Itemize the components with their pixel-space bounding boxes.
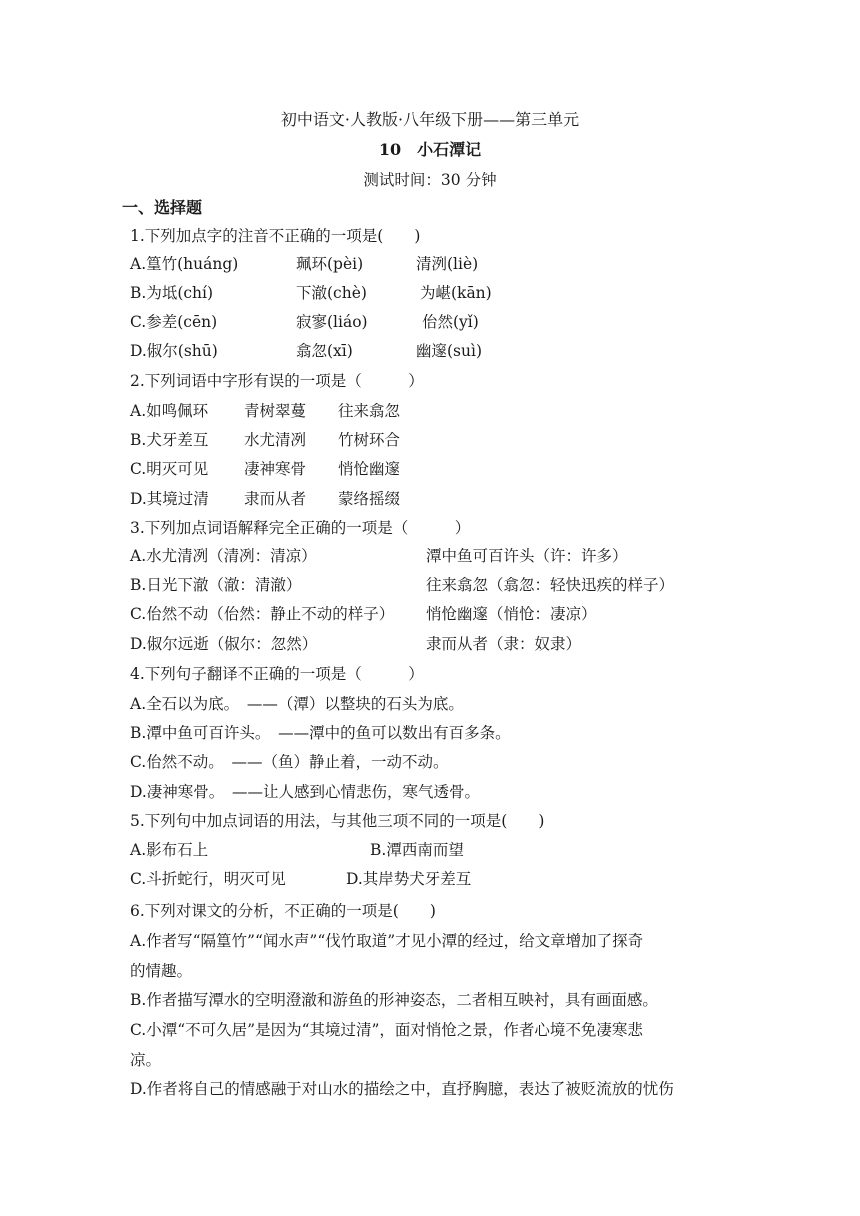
q3-option-b-2: 往来翕忽（翕忽：轻快迅疾的样子） bbox=[426, 576, 675, 594]
lesson-title: 10 小石潭记 bbox=[378, 140, 482, 159]
q3-stem: 3.下列加点词语解释完全正确的一项是（ ） bbox=[130, 519, 471, 537]
q1-option-d-3: 幽邃(suì) bbox=[416, 342, 482, 360]
q1-stem: 1.下列加点字的注音不正确的一项是( ) bbox=[130, 227, 421, 245]
q5-option-a: A.影布石上 bbox=[130, 841, 209, 859]
q1-option-b-3: 为嵁(kān) bbox=[420, 284, 492, 302]
q6-option-a-line1: A.作者写“隔篁竹”“闻水声”“伐竹取道”才见小潭的经过，给文章增加了探奇 bbox=[130, 932, 644, 950]
q1-option-d-1: D.俶尔(shū) bbox=[130, 342, 218, 360]
q6-option-d-line1: D.作者将自己的情感融于对山水的描绘之中，直抒胸臆，表达了被贬流放的忧伤 bbox=[130, 1080, 674, 1098]
q1-option-c-1: C.参差(cēn) bbox=[130, 313, 218, 331]
q4-option-b: B.潭中鱼可百许头。 ——潭中的鱼可以数出有百多条。 bbox=[130, 724, 511, 742]
q6-option-c-line1: C.小潭“不可久居”是因为“其境过清”，面对悄怆之景，作者心境不免凄寒悲 bbox=[130, 1021, 643, 1039]
q1-option-c-3: 佁然(yǐ) bbox=[422, 313, 479, 331]
q2-option-b-2: 水尤清冽 bbox=[244, 431, 307, 449]
q4-option-c: C.佁然不动。 ——（鱼）静止着，一动不动。 bbox=[130, 753, 449, 771]
q6-option-b: B.作者描写潭水的空明澄澈和游鱼的形神姿态，二者相互映衬，具有画面感。 bbox=[130, 991, 658, 1009]
q6-option-a-line2: 的情趣。 bbox=[130, 962, 193, 980]
q5-stem: 5.下列句中加点词语的用法，与其他三项不同的一项是( ) bbox=[130, 812, 545, 830]
q3-option-b-1: B.日光下澈（澈：清澈） bbox=[130, 576, 302, 594]
q1-option-b-2: 下澈(chè) bbox=[296, 284, 367, 302]
q6-option-c-line2: 凉。 bbox=[130, 1051, 162, 1069]
q2-option-a-3: 往来翕忽 bbox=[338, 402, 401, 420]
q5-option-b: B.潭西南而望 bbox=[370, 841, 464, 859]
q5-option-c: C.斗折蛇行，明灭可见 bbox=[130, 870, 286, 888]
course-line: 初中语文·人教版·八年级下册——第三单元 bbox=[280, 110, 580, 129]
q2-option-d-1: D.其境过清 bbox=[130, 490, 209, 508]
q2-option-c-1: C.明灭可见 bbox=[130, 460, 209, 478]
q2-option-a-1: A.如鸣佩环 bbox=[130, 402, 209, 420]
q6-stem: 6.下列对课文的分析，不正确的一项是( ) bbox=[130, 902, 436, 920]
q3-option-a-1: A.水尤清冽（清冽：清凉） bbox=[130, 547, 317, 565]
q3-option-c-2: 悄怆幽邃（悄怆：凄凉） bbox=[426, 605, 597, 623]
q1-option-a-2: 珮环(pèi) bbox=[296, 255, 364, 273]
q3-option-d-1: D.俶尔远逝（俶尔：忽然） bbox=[130, 635, 318, 653]
q4-stem: 4.下列句子翻译不正确的一项是（ ） bbox=[130, 665, 424, 683]
q2-option-b-3: 竹树环合 bbox=[338, 431, 401, 449]
q3-option-d-2: 隶而从者（隶：奴隶） bbox=[426, 635, 582, 653]
q2-option-d-2: 隶而从者 bbox=[244, 490, 307, 508]
section-title: 一、选择题 bbox=[122, 198, 203, 217]
q2-option-c-3: 悄怆幽邃 bbox=[338, 460, 401, 478]
q1-option-b-1: B.为坻(chí) bbox=[130, 284, 214, 302]
q1-option-a-3: 清洌(liè) bbox=[416, 255, 479, 273]
test-time: 测试时间：30 分钟 bbox=[363, 171, 497, 189]
q2-option-d-3: 蒙络摇缀 bbox=[338, 490, 401, 508]
q1-option-d-2: 翕忽(xī) bbox=[296, 342, 353, 360]
q2-option-c-2: 凄神寒骨 bbox=[244, 460, 307, 478]
q2-stem: 2.下列词语中字形有误的一项是（ ） bbox=[130, 372, 424, 390]
q3-option-a-2: 潭中鱼可百许头（许：许多） bbox=[426, 547, 628, 565]
q2-option-a-2: 青树翠蔓 bbox=[244, 402, 307, 420]
q5-option-d: D.其岸势犬牙差互 bbox=[346, 870, 472, 888]
q2-option-b-1: B.犬牙差互 bbox=[130, 431, 209, 449]
q4-option-a: A.全石以为底。 ——（潭）以整块的石头为底。 bbox=[130, 695, 464, 713]
q3-option-c-1: C.佁然不动（佁然：静止不动的样子） bbox=[130, 605, 395, 623]
q1-option-a-1: A.篁竹(huáng) bbox=[130, 255, 239, 273]
q4-option-d: D.凄神寒骨。 ——让人感到心情悲伤，寒气透骨。 bbox=[130, 783, 481, 801]
q1-option-c-2: 寂寥(liáo) bbox=[296, 313, 368, 331]
